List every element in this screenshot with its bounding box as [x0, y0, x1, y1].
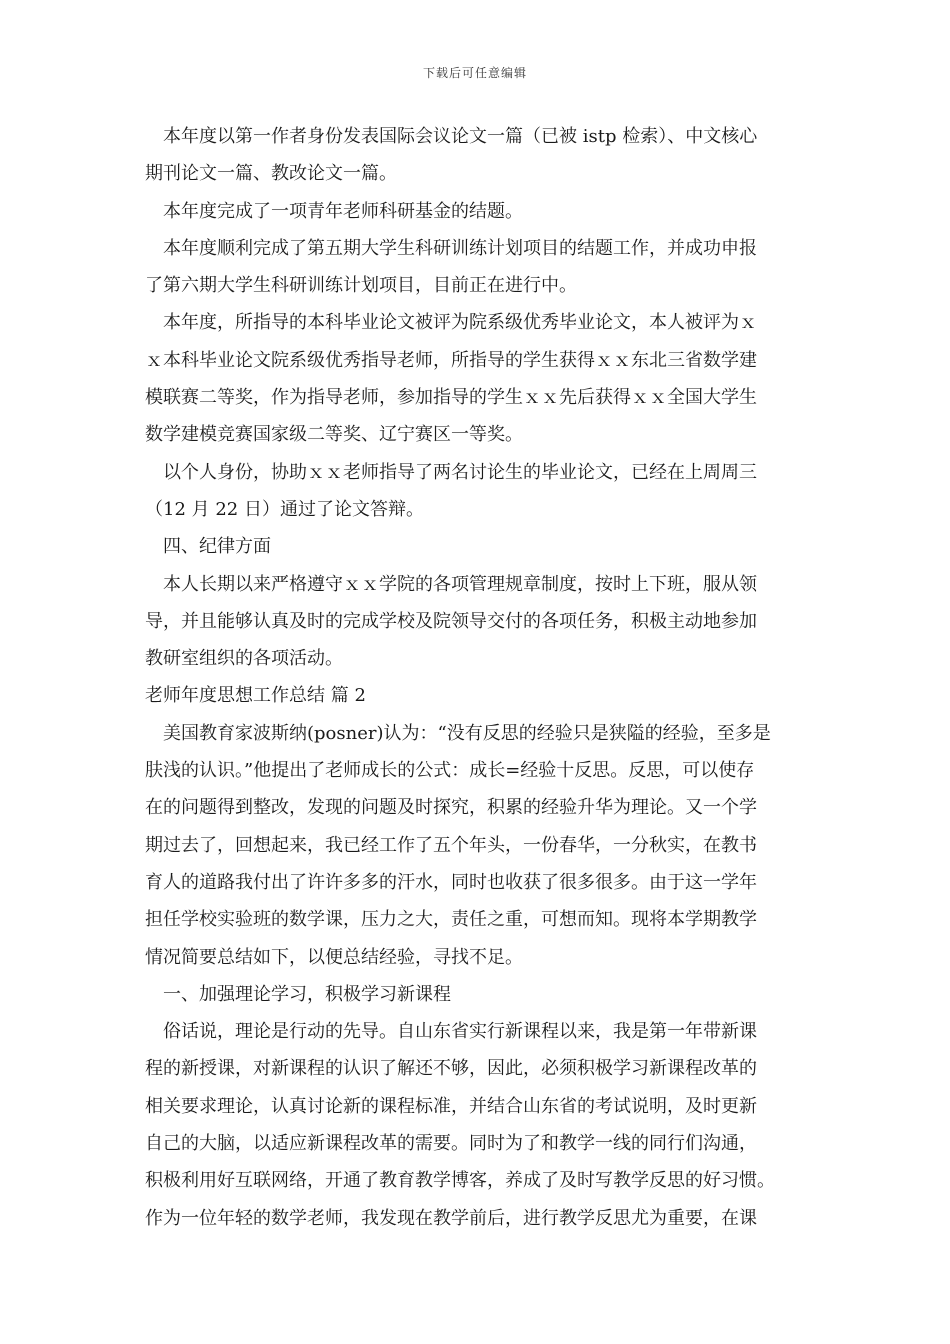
- text-line: 情况简要总结如下，以便总结经验，寻找不足。: [145, 946, 523, 968]
- text-line: 本年度，所指导的本科毕业论文被评为院系级优秀毕业论文，本人被评为ｘ: [163, 312, 757, 334]
- text-line: 期刊论文一篇、教改论文一篇。: [145, 163, 397, 185]
- text-line: 积极利用好互联网络，开通了教育教学博客，养成了及时写教学反思的好习惯。: [145, 1170, 775, 1192]
- text-line: 程的新授课，对新课程的认识了解还不够，因此，必须积极学习新课程改革的: [145, 1058, 757, 1080]
- text-line: 一、加强理论学习，积极学习新课程: [163, 983, 451, 1005]
- text-line: ｘ本科毕业论文院系级优秀指导老师，所指导的学生获得ｘｘ东北三省数学建: [145, 349, 757, 371]
- page-header: 下载后可任意编辑: [422, 66, 527, 80]
- text-line: 数学建模竞赛国家级二等奖、辽宁赛区一等奖。: [145, 424, 523, 446]
- text-line: 模联赛二等奖，作为指导老师，参加指导的学生ｘｘ先后获得ｘｘ全国大学生: [145, 387, 757, 409]
- text-line: （12 月 22 日）通过了论文答辩。: [145, 498, 424, 520]
- text-line: 担任学校实验班的数学课，压力之大，责任之重，可想而知。现将本学期教学: [145, 909, 757, 931]
- text-line: 在的问题得到整改，发现的问题及时探究，积累的经验升华为理论。又一个学: [145, 797, 757, 819]
- text-line: 了第六期大学生科研训练计划项目，目前正在进行中。: [145, 275, 577, 297]
- text-line: 相关要求理论，认真讨论新的课程标准，并结合山东省的考试说明，及时更新: [145, 1095, 757, 1117]
- text-line: 本人长期以来严格遵守ｘｘ学院的各项管理规章制度，按时上下班，服从领: [163, 573, 757, 595]
- text-line: 本年度顺利完成了第五期大学生科研训练计划项目的结题工作，并成功申报: [163, 237, 757, 259]
- text-line: 俗话说，理论是行动的先导。自山东省实行新课程以来，我是第一年带新课: [163, 1021, 757, 1043]
- text-line: 期过去了，回想起来，我已经工作了五个年头，一份春华，一分秋实，在教书: [145, 834, 757, 856]
- text-line: 美国教育家波斯纳(posner)认为：“没有反思的经验只是狭隘的经验，至多是: [163, 722, 771, 744]
- text-line: 以个人身份，协助ｘｘ老师指导了两名讨论生的毕业论文，已经在上周周三: [163, 461, 757, 483]
- text-line: 导，并且能够认真及时的完成学校及院领导交付的各项任务，积极主动地参加: [145, 610, 757, 632]
- text-line: 教研室组织的各项活动。: [145, 648, 343, 670]
- text-line: 育人的道路我付出了许许多多的汗水，同时也收获了很多很多。由于这一学年: [145, 871, 757, 893]
- text-line: 肤浅的认识。”他提出了老师成长的公式：成长=经验十反思。反思，可以使存: [145, 760, 755, 782]
- text-line: 本年度完成了一项青年老师科研基金的结题。: [163, 200, 523, 222]
- text-line: 作为一位年轻的数学老师，我发现在教学前后，进行教学反思尤为重要，在课: [145, 1207, 757, 1229]
- text-line: 四、纪律方面: [163, 536, 271, 558]
- text-line: 老师年度思想工作总结 篇 2: [145, 685, 366, 707]
- document-body: [145, 118, 807, 1237]
- text-line: 本年度以第一作者身份发表国际会议论文一篇（已被 istp 检索）、中文核心: [163, 126, 758, 147]
- text-line: 自己的大脑，以适应新课程改革的需要。同时为了和教学一线的同行们沟通，: [145, 1133, 757, 1155]
